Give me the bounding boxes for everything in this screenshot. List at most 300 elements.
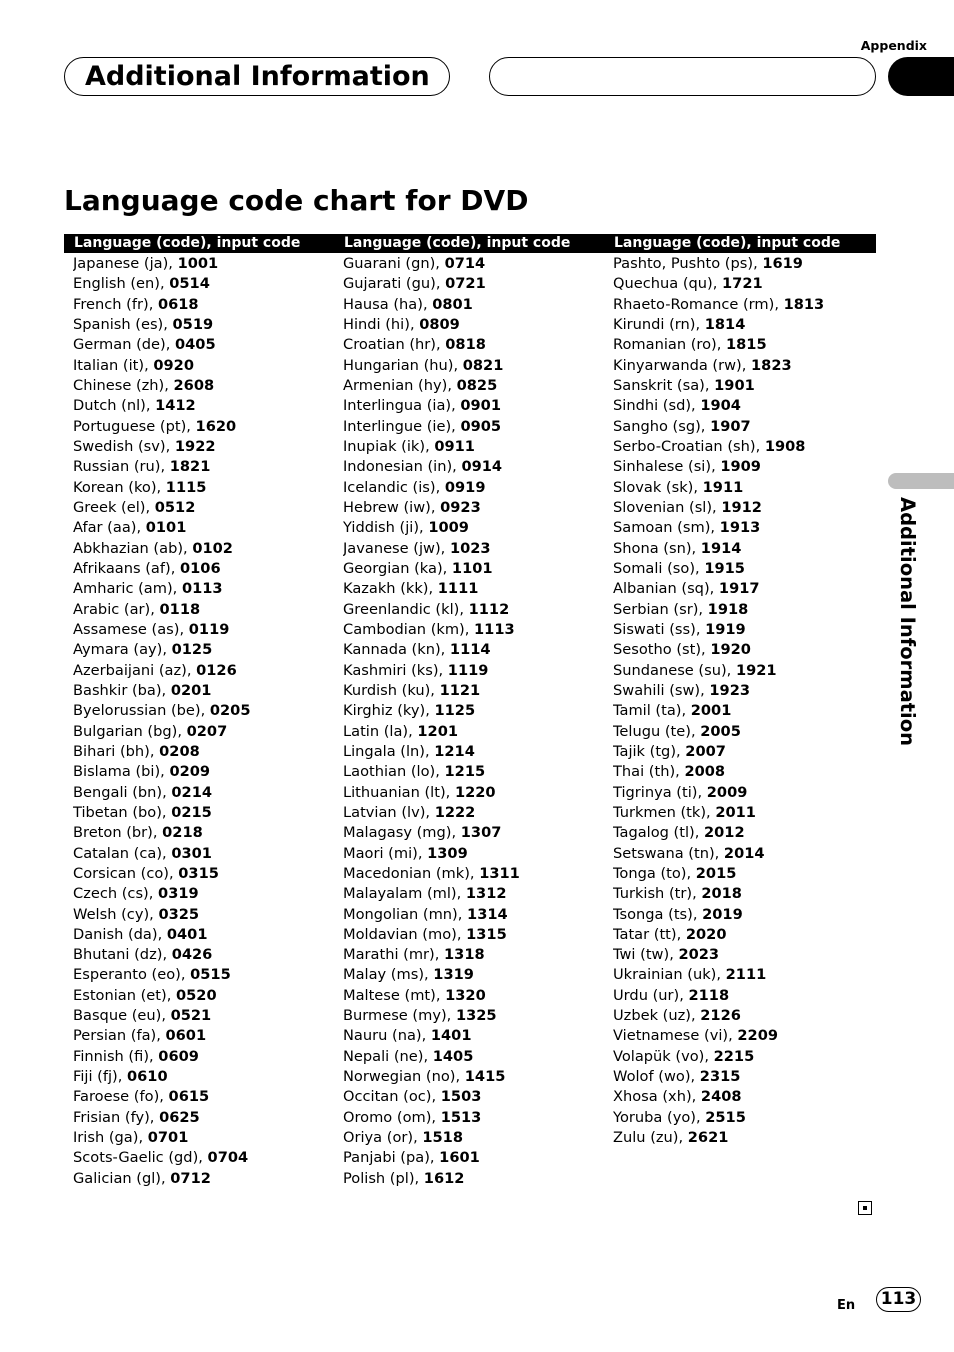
input-code: 2515 [705, 1108, 746, 1126]
list-item: Nauru (na), 1401 [343, 1027, 472, 1045]
input-code: 2019 [702, 905, 743, 923]
list-item: Tagalog (tl), 2012 [613, 824, 745, 842]
input-code: 0209 [169, 763, 211, 781]
language-name: Breton (br) [73, 824, 153, 842]
input-code: 0319 [158, 885, 199, 903]
input-code: 1220 [454, 783, 496, 801]
table-column-1 [64, 234, 334, 1189]
list-item: Romanian (ro), 1815 [613, 336, 767, 354]
list-item: Shona (sn), 1914 [613, 539, 742, 557]
list-item: Hindi (hi), 0809 [343, 315, 460, 333]
list-item: Xhosa (xh), 2408 [613, 1088, 742, 1106]
language-name: Albanian (sq) [613, 580, 710, 598]
input-code: 0801 [432, 295, 473, 313]
input-code: 0514 [169, 275, 210, 293]
list-item: Kirghiz (ky), 1125 [343, 702, 476, 720]
input-code: 0101 [145, 519, 187, 537]
language-name: Interlingua (ia) [343, 397, 452, 415]
list-item: Bengali (bn), 0214 [73, 783, 213, 801]
input-code: 0712 [170, 1169, 211, 1187]
list-item: Thai (th), 2008 [613, 763, 726, 781]
list-item: Assamese (as), 0119 [73, 620, 230, 638]
list-item: Aymara (ay), 0125 [73, 641, 213, 659]
language-name: Aymara (ay) [73, 641, 163, 659]
list-item: Faroese (fo), 0615 [73, 1088, 210, 1106]
list-item: Cambodian (km), 1113 [343, 620, 515, 638]
input-code: 1922 [174, 437, 216, 455]
input-code: 2011 [715, 803, 756, 821]
list-item: Interlingue (ie), 0905 [343, 417, 502, 435]
language-name: Afar (aa) [73, 519, 137, 537]
input-code: 1312 [465, 885, 507, 903]
language-name: Tamil (ta) [613, 702, 682, 720]
list-item: Inupiak (ik), 0911 [343, 437, 475, 455]
input-code: 2018 [701, 885, 742, 903]
input-code: 0405 [175, 336, 216, 354]
input-code: 2012 [703, 824, 745, 842]
input-code: 1814 [704, 315, 746, 333]
input-code: 0113 [181, 580, 223, 598]
input-code: 1119 [447, 661, 489, 679]
language-name: Marathi (mr) [343, 946, 435, 964]
input-code: 0106 [179, 559, 221, 577]
list-item: Setswana (tn), 2014 [613, 844, 765, 862]
language-name: Tigrinya (ti) [613, 783, 698, 801]
language-name: Bihari (bh) [73, 742, 150, 760]
list-item: Zulu (zu), 2621 [613, 1129, 729, 1147]
input-code: 1815 [725, 336, 767, 354]
input-code: 1309 [427, 844, 468, 862]
list-item: Greek (el), 0512 [73, 498, 196, 516]
language-name: Chinese (zh) [73, 376, 165, 394]
language-name: Swedish (sv) [73, 437, 166, 455]
language-name: Tajik (tg) [613, 742, 677, 760]
list-item: Malagasy (mg), 1307 [343, 824, 502, 842]
list-item: Albanian (sq), 1917 [613, 580, 760, 598]
input-code: 0610 [127, 1068, 168, 1086]
input-code: 1721 [722, 275, 763, 293]
input-code: 2015 [695, 864, 737, 882]
empty-header-pill [489, 57, 876, 96]
language-name: Romanian (ro) [613, 336, 717, 354]
input-code: 1620 [195, 417, 237, 435]
list-item: Guarani (gn), 0714 [343, 255, 486, 272]
list-item: Esperanto (eo), 0515 [73, 966, 231, 984]
language-name: Yiddish (ji) [343, 519, 420, 537]
input-code: 1923 [709, 681, 751, 699]
input-code: 2315 [699, 1068, 741, 1086]
language-name: Lithuanian (lt) [343, 783, 446, 801]
list-item: Laothian (lo), 1215 [343, 763, 486, 781]
input-code: 2020 [685, 925, 727, 943]
language-name: Japanese (ja) [73, 255, 169, 272]
input-code: 2005 [700, 722, 741, 740]
list-item: Kinyarwanda (rw), 1823 [613, 356, 792, 374]
input-code: 0704 [207, 1149, 249, 1167]
list-item: Catalan (ca), 0301 [73, 844, 212, 862]
input-code: 0201 [170, 681, 212, 699]
language-name: Bislama (bi) [73, 763, 161, 781]
language-name: Dutch (nl) [73, 397, 146, 415]
list-item: Sangho (sg), 1907 [613, 417, 751, 435]
list-item: Chinese (zh), 2608 [73, 376, 215, 394]
input-code: 0515 [190, 966, 231, 984]
input-code: 1001 [177, 255, 219, 272]
input-code: 0920 [153, 356, 194, 374]
language-name: Frisian (fy) [73, 1108, 150, 1126]
language-name: Korean (ko) [73, 478, 157, 496]
input-code: 1311 [479, 864, 520, 882]
language-name: Latvian (lv) [343, 803, 426, 821]
input-code: 1009 [428, 519, 469, 537]
input-code: 1911 [702, 478, 744, 496]
input-code: 0905 [460, 417, 502, 435]
input-code: 0126 [196, 661, 237, 679]
language-name: Hindi (hi) [343, 315, 410, 333]
list-item: Serbian (sr), 1918 [613, 600, 749, 618]
list-item: Bashkir (ba), 0201 [73, 681, 212, 699]
language-name: Bhutani (dz) [73, 946, 163, 964]
input-code: 1125 [434, 702, 476, 720]
input-code: 2621 [687, 1129, 729, 1147]
language-name: Serbo-Croatian (sh) [613, 437, 756, 455]
input-code: 0919 [444, 478, 486, 496]
input-code: 0207 [186, 722, 228, 740]
list-item: Lithuanian (lt), 1220 [343, 783, 496, 801]
language-name: Esperanto (eo) [73, 966, 181, 984]
column-entries [604, 253, 876, 1148]
input-code: 1412 [155, 397, 196, 415]
input-code: 1921 [735, 661, 777, 679]
language-name: Malay (ms) [343, 966, 425, 984]
language-name: Xhosa (xh) [613, 1088, 692, 1106]
input-code: 1513 [440, 1108, 482, 1126]
input-code: 0519 [172, 315, 214, 333]
list-item: Czech (cs), 0319 [73, 885, 199, 903]
input-code: 0118 [159, 600, 201, 618]
language-name: Samoan (sm) [613, 519, 711, 537]
language-name: Inupiak (ik) [343, 437, 426, 455]
column-header: Language (code), input code [334, 234, 604, 253]
list-item: Tonga (to), 2015 [613, 864, 737, 882]
language-name: Indonesian (in) [343, 458, 453, 476]
list-item: Turkmen (tk), 2011 [613, 803, 756, 821]
list-item: Sanskrit (sa), 1901 [613, 376, 755, 394]
list-item: Somali (so), 1915 [613, 559, 745, 577]
language-name: Occitan (oc) [343, 1088, 432, 1106]
input-code: 1121 [439, 681, 481, 699]
list-item: Kashmiri (ks), 1119 [343, 661, 489, 679]
input-code: 1023 [449, 539, 491, 557]
language-name: Tsonga (ts) [613, 905, 693, 923]
input-code: 1415 [464, 1068, 506, 1086]
language-name: Mongolian (mn) [343, 905, 458, 923]
list-item: Kannada (kn), 1114 [343, 641, 491, 659]
language-name: German (de) [73, 336, 166, 354]
language-name: Urdu (ur) [613, 986, 680, 1004]
list-item: Sundanese (su), 1921 [613, 661, 777, 679]
input-code: 0102 [192, 539, 233, 557]
list-item: Occitan (oc), 1503 [343, 1088, 482, 1106]
language-name: Abkhazian (ab) [73, 539, 184, 557]
list-item: Byelorussian (be), 0205 [73, 702, 251, 720]
list-item: Bhutani (dz), 0426 [73, 946, 213, 964]
list-item: Malayalam (ml), 1312 [343, 885, 507, 903]
input-code: 2215 [713, 1047, 755, 1065]
input-code: 0914 [461, 458, 503, 476]
input-code: 1917 [718, 580, 760, 598]
language-name: Tagalog (tl) [613, 824, 695, 842]
input-code: 2023 [678, 946, 720, 964]
input-code: 1401 [430, 1027, 472, 1045]
input-code: 1113 [474, 620, 515, 638]
language-name: Telugu (te) [613, 722, 691, 740]
input-code: 1813 [783, 295, 825, 313]
list-item: Gujarati (gu), 0721 [343, 275, 486, 293]
input-code: 1908 [764, 437, 806, 455]
column-entries [334, 253, 604, 1189]
input-code: 1115 [165, 478, 207, 496]
language-name: Turkmen (tk) [613, 803, 707, 821]
language-name: Rhaeto-Romance (rm) [613, 295, 775, 313]
list-item: Oriya (or), 1518 [343, 1129, 463, 1147]
input-code: 1111 [437, 580, 479, 598]
list-item: French (fr), 0618 [73, 295, 199, 313]
language-name: Slovak (sk) [613, 478, 694, 496]
list-item: Welsh (cy), 0325 [73, 905, 200, 923]
input-code: 0119 [188, 620, 230, 638]
list-item: Persian (fa), 0601 [73, 1027, 207, 1045]
language-name: Sinhalese (si) [613, 458, 712, 476]
list-item: Telugu (te), 2005 [613, 722, 741, 740]
list-item: Ukrainian (uk), 2111 [613, 966, 767, 984]
input-code: 1405 [432, 1047, 474, 1065]
input-code: 0818 [445, 336, 486, 354]
page-title: Language code chart for DVD [64, 184, 529, 217]
input-code: 2608 [173, 376, 215, 394]
input-code: 0521 [170, 1007, 212, 1025]
input-code: 2014 [723, 844, 765, 862]
input-code: 1503 [440, 1088, 482, 1106]
list-item: Portuguese (pt), 1620 [73, 417, 237, 435]
input-code: 1912 [721, 498, 762, 516]
list-item: Samoan (sm), 1913 [613, 519, 761, 537]
list-item: Italian (it), 0920 [73, 356, 194, 374]
language-name: Italian (it) [73, 356, 145, 374]
language-name: Tatar (tt) [613, 925, 677, 943]
language-name: Amharic (am) [73, 580, 173, 598]
language-name: Irish (ga) [73, 1129, 139, 1147]
input-code: 0721 [445, 275, 486, 293]
language-name: Norwegian (no) [343, 1068, 456, 1086]
input-code: 0325 [158, 905, 200, 923]
language-name: Oromo (om) [343, 1108, 432, 1126]
input-code: 0301 [171, 844, 212, 862]
language-indicator: En [837, 1298, 856, 1313]
input-code: 2118 [688, 986, 730, 1004]
language-name: Tonga (to) [613, 864, 687, 882]
list-item: Irish (ga), 0701 [73, 1129, 189, 1147]
list-item: Scots-Gaelic (gd), 0704 [73, 1149, 249, 1167]
language-name: Byelorussian (be) [73, 702, 201, 720]
list-item: Yoruba (yo), 2515 [613, 1108, 746, 1126]
input-code: 2007 [685, 742, 726, 760]
list-item: Interlingua (ia), 0901 [343, 397, 501, 415]
language-name: Kannada (kn) [343, 641, 441, 659]
language-name: Thai (th) [613, 763, 676, 781]
language-name: Slovenian (sl) [613, 498, 713, 516]
language-name: Uzbek (uz) [613, 1007, 691, 1025]
input-code: 0618 [157, 295, 199, 313]
list-item: Nepali (ne), 1405 [343, 1047, 474, 1065]
list-item: Pashto, Pushto (ps), 1619 [613, 255, 803, 272]
list-item: Vietnamese (vi), 2209 [613, 1027, 779, 1045]
input-code: 1904 [700, 397, 741, 415]
list-item: Swedish (sv), 1922 [73, 437, 216, 455]
list-item: Quechua (qu), 1721 [613, 275, 763, 293]
input-code: 2126 [700, 1007, 741, 1025]
list-item: Kirundi (rn), 1814 [613, 315, 746, 333]
language-name: Azerbaijani (az) [73, 661, 187, 679]
list-item: Rhaeto-Romance (rm), 1813 [613, 295, 825, 313]
language-name: Armenian (hy) [343, 376, 448, 394]
input-code: 1222 [434, 803, 476, 821]
list-item: Yiddish (ji), 1009 [343, 519, 469, 537]
list-item: Russian (ru), 1821 [73, 458, 211, 476]
list-item: Tsonga (ts), 2019 [613, 905, 743, 923]
input-code: 0512 [154, 498, 196, 516]
input-code: 1823 [751, 356, 792, 374]
list-item: Tajik (tg), 2007 [613, 742, 726, 760]
language-name: Hebrew (iw) [343, 498, 431, 516]
column-header: Language (code), input code [64, 234, 334, 253]
language-name: Sindhi (sd) [613, 397, 692, 415]
language-name: Twi (tw) [613, 946, 670, 964]
language-name: Scots-Gaelic (gd) [73, 1149, 199, 1167]
input-code: 0401 [166, 925, 208, 943]
input-code: 0205 [209, 702, 251, 720]
input-code: 1201 [417, 722, 459, 740]
appendix-label: Appendix [860, 38, 927, 53]
list-item: Japanese (ja), 1001 [73, 255, 219, 272]
input-code: 1913 [719, 519, 761, 537]
language-name: Malagasy (mg) [343, 824, 452, 842]
list-item: Polish (pl), 1612 [343, 1169, 465, 1187]
list-item: Croatian (hr), 0818 [343, 336, 486, 354]
input-code: 0821 [462, 356, 504, 374]
list-item: Hebrew (iw), 0923 [343, 498, 481, 516]
list-item: Azerbaijani (az), 0126 [73, 661, 237, 679]
language-name: Laothian (lo) [343, 763, 436, 781]
language-name: Yoruba (yo) [613, 1108, 696, 1126]
list-item: Sesotho (st), 1920 [613, 641, 751, 659]
language-name: Sundanese (su) [613, 661, 727, 679]
chapter-tab-marker [888, 57, 954, 96]
list-item: Slovak (sk), 1911 [613, 478, 744, 496]
input-code: 1112 [468, 600, 510, 618]
list-item: Tatar (tt), 2020 [613, 925, 727, 943]
list-item: Volapük (vo), 2215 [613, 1047, 755, 1065]
language-name: Sesotho (st) [613, 641, 702, 659]
language-name: Bashkir (ba) [73, 681, 162, 699]
language-name: Wolof (wo) [613, 1068, 691, 1086]
input-code: 0615 [168, 1088, 210, 1106]
language-name: Siswati (ss) [613, 620, 696, 638]
list-item: Turkish (tr), 2018 [613, 885, 742, 903]
input-code: 0911 [434, 437, 475, 455]
language-name: Kirghiz (ky) [343, 702, 426, 720]
list-item: Estonian (et), 0520 [73, 986, 217, 1004]
language-name: Maltese (mt) [343, 986, 436, 1004]
language-name: Nauru (na) [343, 1027, 422, 1045]
list-item: Kazakh (kk), 1111 [343, 580, 479, 598]
list-item: Maltese (mt), 1320 [343, 986, 486, 1004]
language-name: Somali (so) [613, 559, 696, 577]
input-code: 1518 [422, 1129, 463, 1147]
input-code: 1907 [710, 417, 751, 435]
list-item: Siswati (ss), 1919 [613, 620, 746, 638]
list-item: Greenlandic (kl), 1112 [343, 600, 510, 618]
list-item: Frisian (fy), 0625 [73, 1108, 200, 1126]
list-item: Fiji (fj), 0610 [73, 1068, 168, 1086]
language-name: Panjabi (pa) [343, 1149, 430, 1167]
language-name: Assamese (as) [73, 620, 180, 638]
language-name: Faroese (fo) [73, 1088, 160, 1106]
language-name: Icelandic (is) [343, 478, 436, 496]
list-item: Spanish (es), 0519 [73, 315, 214, 333]
input-code: 0714 [444, 255, 486, 272]
language-name: Ukrainian (uk) [613, 966, 717, 984]
input-code: 1919 [705, 620, 746, 638]
table-column-2 [334, 234, 604, 1189]
list-item: Icelandic (is), 0919 [343, 478, 486, 496]
list-item: Galician (gl), 0712 [73, 1169, 211, 1187]
end-mark-icon [858, 1201, 872, 1215]
language-name: Polish (pl) [343, 1169, 415, 1187]
list-item: Bulgarian (bg), 0207 [73, 722, 228, 740]
input-code: 2008 [684, 763, 726, 781]
language-name: Croatian (hr) [343, 336, 436, 354]
input-code: 1318 [444, 946, 485, 964]
input-code: 1325 [455, 1007, 497, 1025]
language-name: Shona (sn) [613, 539, 692, 557]
list-item: Panjabi (pa), 1601 [343, 1149, 480, 1167]
language-name: English (en) [73, 275, 160, 293]
language-name: Pashto, Pushto (ps) [613, 255, 754, 272]
language-code-table [64, 234, 876, 1189]
list-item: Basque (eu), 0521 [73, 1007, 212, 1025]
list-item: Bislama (bi), 0209 [73, 763, 211, 781]
list-item: Afar (aa), 0101 [73, 519, 187, 537]
input-code: 1914 [700, 539, 742, 557]
list-item: Georgian (ka), 1101 [343, 559, 493, 577]
input-code: 1920 [710, 641, 751, 659]
language-name: Maori (mi) [343, 844, 418, 862]
list-item: Sinhalese (si), 1909 [613, 458, 761, 476]
language-name: Serbian (sr) [613, 600, 699, 618]
input-code: 1319 [433, 966, 474, 984]
list-item: Javanese (jw), 1023 [343, 539, 491, 557]
input-code: 0125 [171, 641, 213, 659]
language-name: Tibetan (bo) [73, 803, 162, 821]
input-code: 0609 [158, 1047, 199, 1065]
list-item: Macedonian (mk), 1311 [343, 864, 520, 882]
language-name: Bulgarian (bg) [73, 722, 178, 740]
list-item: Amharic (am), 0113 [73, 580, 223, 598]
input-code: 1901 [714, 376, 755, 394]
list-item: German (de), 0405 [73, 336, 216, 354]
list-item: Twi (tw), 2023 [613, 946, 720, 964]
